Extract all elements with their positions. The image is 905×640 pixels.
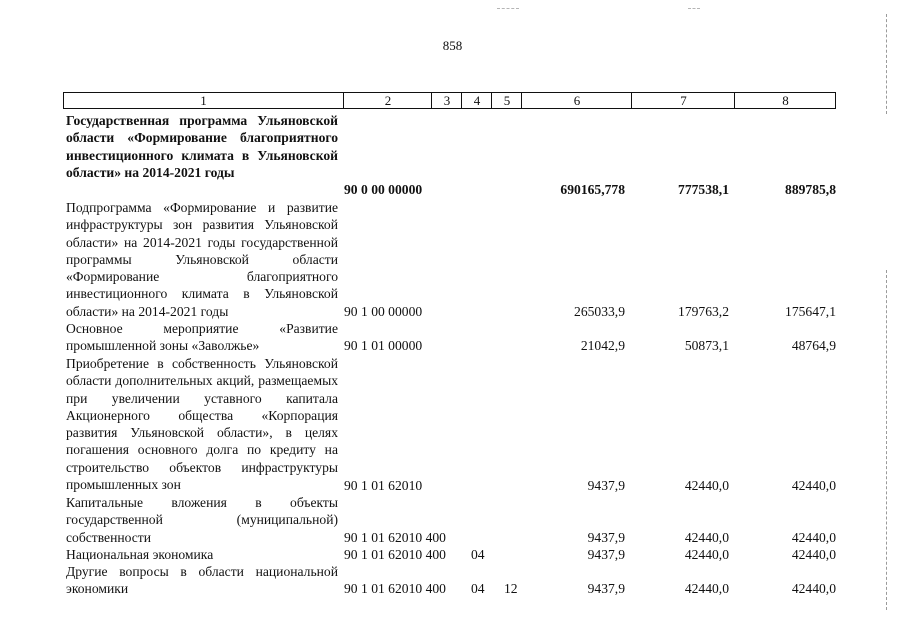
header-col-2: 2	[343, 93, 432, 108]
table-header	[63, 92, 836, 109]
row-value-col8: 42440,0	[791, 581, 836, 596]
table-row	[0, 112, 905, 199]
row-name: Подпрограмма «Формирование и развитие инфраструктуры зон развития Ульяновской области» на 2014-2021 годы государственной программы Ульяновской области «Формирование благоприятного инвестиционного климата в Ульяновской области» на 2014-2021 годы	[66, 200, 338, 319]
row-value-col6: 21042,9	[580, 338, 625, 353]
row-section: 04	[471, 581, 485, 596]
header-col-8: 8	[734, 93, 836, 108]
row-value-col6: 9437,9	[587, 581, 625, 596]
row-value-col8: 889785,8	[785, 182, 836, 197]
row-value-col6: 9437,9	[587, 478, 625, 493]
table-row	[0, 546, 905, 563]
scan-mark	[497, 8, 519, 9]
header-col-6: 6	[521, 93, 632, 108]
table-row	[0, 320, 905, 355]
row-value-col8: 175647,1	[785, 304, 836, 319]
table-row	[0, 355, 905, 494]
row-name: Капитальные вложения в объекты государственной (муниципальной) собственности	[66, 495, 338, 545]
header-col-3: 3	[431, 93, 462, 108]
scan-margin-mark	[886, 14, 892, 114]
header-col-1: 1	[200, 93, 207, 108]
row-code: 90 1 01 62010	[344, 478, 423, 493]
row-code: 90 1 01 00000	[344, 338, 423, 353]
row-value-col6: 265033,9	[574, 304, 625, 319]
table-row	[0, 494, 905, 546]
row-value-col7: 42440,0	[684, 478, 729, 493]
row-name: Приобретение в собственность Ульяновской области дополнительных акций, размещаемых при увеличении уставного капитала Акционерного общества «Корпорация развития Ульяновской области», в целях погашения основного долга по кредиту на строительство объектов инфраструктуры промышленных зон	[66, 356, 338, 493]
scan-mark	[688, 8, 700, 9]
row-value-col7: 50873,1	[684, 338, 729, 353]
row-value-col8: 48764,9	[791, 338, 836, 353]
header-col-4: 4	[461, 93, 492, 108]
table-row	[0, 563, 905, 598]
row-value-col6: 9437,9	[587, 530, 625, 545]
row-code: 90 1 00 00000	[344, 304, 423, 319]
page-number: 858	[442, 38, 463, 53]
row-code: 90 0 00 00000	[344, 182, 423, 197]
row-name: Основное мероприятие «Развитие промышленной зоны «Заволжье»	[66, 321, 338, 354]
row-code: 90 1 01 62010 400	[344, 547, 446, 562]
row-subsection: 12	[504, 581, 518, 596]
row-value-col7: 42440,0	[684, 581, 729, 596]
row-value-col7: 179763,2	[678, 304, 729, 319]
table-row	[0, 199, 905, 320]
row-value-col6: 690165,778	[560, 182, 625, 197]
header-col-7: 7	[631, 93, 735, 108]
row-value-col7: 777538,1	[678, 182, 729, 197]
header-col-5: 5	[491, 93, 522, 108]
row-value-col8: 42440,0	[791, 547, 836, 562]
row-name: Национальная экономика	[66, 547, 214, 562]
row-value-col8: 42440,0	[791, 478, 836, 493]
row-name: Государственная программа Ульяновской области «Формирование благоприятного инвестиционного климата в Ульяновской области» на 2014-2021 годы	[66, 113, 338, 180]
row-value-col7: 42440,0	[684, 547, 729, 562]
row-code: 90 1 01 62010 400	[344, 530, 446, 545]
row-section: 04	[471, 547, 485, 562]
row-name: Другие вопросы в области национальной экономики	[66, 564, 338, 597]
row-value-col7: 42440,0	[684, 530, 729, 545]
row-code: 90 1 01 62010 400	[344, 581, 446, 596]
row-value-col6: 9437,9	[587, 547, 625, 562]
row-value-col8: 42440,0	[791, 530, 836, 545]
